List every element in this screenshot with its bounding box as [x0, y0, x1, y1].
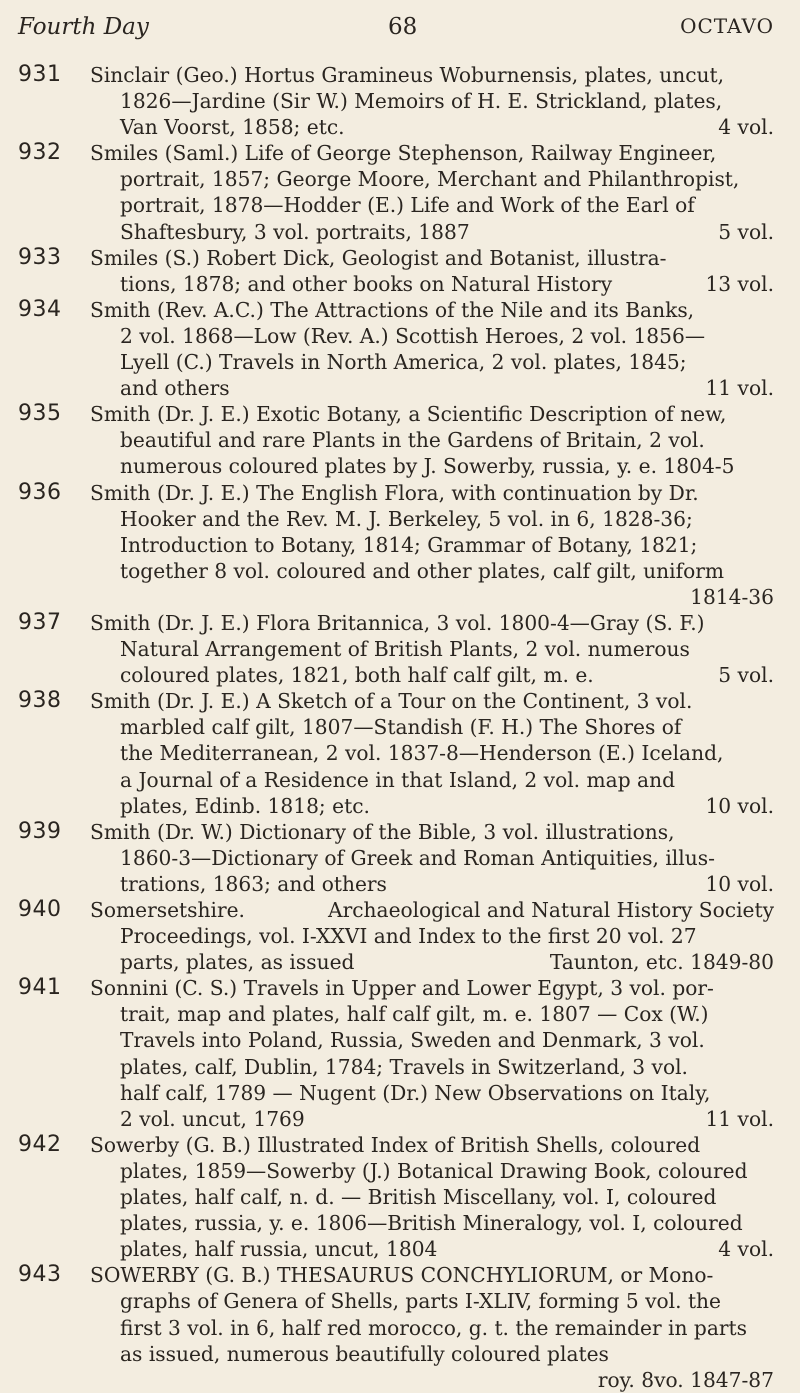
lot-description	[90, 297, 774, 401]
description-line: trations, 1863; and others 10 vol.	[120, 871, 774, 896]
description-line: the Mediterranean, 2 vol. 1837-8—Henderson (E.) Iceland,	[120, 741, 724, 766]
description-line: together 8 vol. coloured and other plates, calf gilt, uniform	[120, 558, 725, 583]
lot-entry	[0, 62, 800, 140]
description-line: 2 vol. uncut, 1769 11 vol.	[120, 1106, 774, 1131]
lot-entry	[0, 1132, 800, 1262]
description-line: as issued, numerous beautifully coloured plates	[120, 1341, 609, 1366]
lot-number: 933	[18, 244, 62, 270]
description-line: numerous coloured plates by J. Sowerby, russia, y. e. 1804-5	[120, 454, 735, 479]
lot-description	[90, 975, 774, 1132]
lot-number: 934	[18, 296, 62, 322]
description-line: beautiful and rare Plants in the Gardens of Britain, 2 vol.	[120, 428, 705, 453]
description-line: Smith (Dr. J. E.) Exotic Botany, a Scientific Description of new,	[90, 402, 727, 427]
description-line: 2 vol. 1868—Low (Rev. A.) Scottish Heroes, 2 vol. 1856—	[120, 323, 706, 348]
description-line: trait, map and plates, half calf gilt, m. e. 1807 — Cox (W.)	[120, 1002, 709, 1027]
description-line: first 3 vol. in 6, half red morocco, g. t. the remainder in parts	[120, 1315, 747, 1340]
lot-number: 931	[18, 62, 62, 87]
description-line: Smiles (Saml.) Life of George Stephenson, Railway Engineer,	[90, 141, 717, 166]
description-line: graphs of Genera of Shells, parts I-XLIV, forming 5 vol. the	[120, 1289, 721, 1314]
lot-entry	[0, 897, 800, 975]
lot-entry	[0, 245, 800, 297]
lot-list	[0, 62, 800, 1393]
description-line: and others 11 vol.	[120, 376, 774, 401]
description-line: Sinclair (Geo.) Hortus Gramineus Woburnensis, plates, uncut,	[90, 63, 725, 87]
lot-entry	[0, 1262, 800, 1392]
lot-description	[90, 897, 774, 975]
lot-number: 932	[18, 140, 62, 166]
lot-description	[90, 819, 774, 897]
lot-number: 942	[18, 1131, 62, 1157]
description-line: plates, calf, Dublin, 1784; Travels in Switzerland, 3 vol.	[120, 1054, 688, 1079]
lot-entry	[0, 975, 800, 1132]
description-line: plates, Edinb. 1818; etc. 10 vol.	[120, 793, 774, 818]
lot-number: 938	[18, 688, 62, 714]
description-line: Smith (Dr. J. E.) A Sketch of a Tour on the Continent, 3 vol.	[90, 689, 693, 714]
lot-description	[90, 1132, 774, 1262]
description-line: SOWERBY (G. B.) THESAURUS CONCHYLIORUM, or Mono-	[90, 1263, 714, 1288]
lot-description	[90, 480, 774, 610]
description-line: plates, russia, y. e. 1806—British Mineralogy, vol. I, coloured	[120, 1211, 743, 1236]
description-line: plates, half calf, n. d. — British Miscellany, vol. I, coloured	[120, 1185, 717, 1210]
running-title: Fourth Day	[18, 14, 149, 40]
page-number: 68	[388, 14, 418, 40]
description-line: plates, 1859—Sowerby (J.) Botanical Drawing Book, coloured	[120, 1158, 748, 1183]
description-line: Introduction to Botany, 1814; Grammar of Botany, 1821;	[120, 532, 698, 557]
description-line: marbled calf gilt, 1807—Standish (F. H.) The Shores of	[120, 715, 682, 740]
lot-number: 937	[18, 609, 62, 635]
description-line: portrait, 1857; George Moore, Merchant and Philanthropist,	[120, 167, 740, 192]
description-line: coloured plates, 1821, both half calf gilt, m. e. 5 vol.	[120, 663, 774, 688]
lot-description	[90, 62, 774, 140]
description-line: Hooker and the Rev. M. J. Berkeley, 5 vol. in 6, 1828-36;	[120, 506, 693, 531]
description-line: tions, 1878; and other books on Natural History 13 vol.	[120, 271, 774, 296]
lot-description	[90, 401, 774, 479]
description-line: 1826—Jardine (Sir W.) Memoirs of H. E. Strickland, plates,	[120, 89, 723, 114]
lot-description	[90, 688, 774, 818]
lot-description	[90, 1262, 774, 1392]
lot-description	[90, 245, 774, 297]
description-line: 1860-3—Dictionary of Greek and Roman Antiquities, illus-	[120, 845, 715, 870]
description-line: Lyell (C.) Travels in North America, 2 vol. plates, 1845;	[120, 350, 687, 375]
lot-number: 941	[18, 975, 62, 1001]
description-line: Travels into Poland, Russia, Sweden and Denmark, 3 vol.	[120, 1028, 705, 1053]
lot-number: 936	[18, 479, 62, 505]
lot-entry	[0, 297, 800, 401]
description-line: roy. 8vo. 1847-87	[597, 1367, 774, 1392]
lot-entry	[0, 480, 800, 610]
description-line: Van Voorst, 1858; etc. 4 vol.	[120, 115, 774, 140]
lot-entry	[0, 140, 800, 244]
description-line: Shaftesbury, 3 vol. portraits, 1887 5 vol.	[120, 219, 774, 244]
lot-entry	[0, 819, 800, 897]
description-line: Sonnini (C. S.) Travels in Upper and Lower Egypt, 3 vol. por-	[90, 976, 714, 1001]
lot-entry	[0, 610, 800, 688]
description-line: Somersetshire. Archaeological and Natural History Society	[90, 898, 774, 922]
description-line: Smith (Rev. A.C.) The Attractions of the Nile and its Banks,	[90, 297, 695, 322]
page-header	[18, 14, 774, 44]
description-line: Smith (Dr. W.) Dictionary of the Bible, 3 vol. illustrations,	[90, 819, 675, 844]
lot-number: 943	[18, 1262, 62, 1288]
description-line: Natural Arrangement of British Plants, 2 vol. numerous	[120, 637, 690, 662]
description-line: Sowerby (G. B.) Illustrated Index of British Shells, coloured	[90, 1132, 701, 1157]
description-line: portrait, 1878—Hodder (E.) Life and Work of the Earl of	[120, 193, 695, 218]
description-line: Smiles (S.) Robert Dick, Geologist and Botanist, illustra-	[90, 245, 667, 270]
description-line: parts, plates, as issued Taunton, etc. 1849-80	[120, 950, 774, 975]
lot-entry	[0, 401, 800, 479]
description-line: half calf, 1789 — Nugent (Dr.) New Observations on Italy,	[120, 1080, 711, 1105]
lot-entry	[0, 688, 800, 818]
lot-number: 939	[18, 818, 62, 844]
lot-number: 940	[18, 897, 62, 922]
lot-description	[90, 610, 774, 688]
description-line: a Journal of a Residence in that Island, 2 vol. map and	[120, 767, 675, 792]
description-line: plates, half russia, uncut, 1804 4 vol.	[120, 1237, 774, 1262]
description-line: Smith (Dr. J. E.) The English Flora, with continuation by Dr.	[90, 480, 699, 505]
lot-number: 935	[18, 401, 62, 427]
description-line: Smith (Dr. J. E.) Flora Britannica, 3 vol. 1800-4—Gray (S. F.)	[90, 610, 705, 635]
description-line: Proceedings, vol. I-XXVI and Index to the first 20 vol. 27	[120, 924, 697, 949]
lot-description	[90, 140, 774, 244]
section-title: OCTAVO	[680, 14, 774, 38]
description-line: 1814-36	[690, 584, 774, 609]
